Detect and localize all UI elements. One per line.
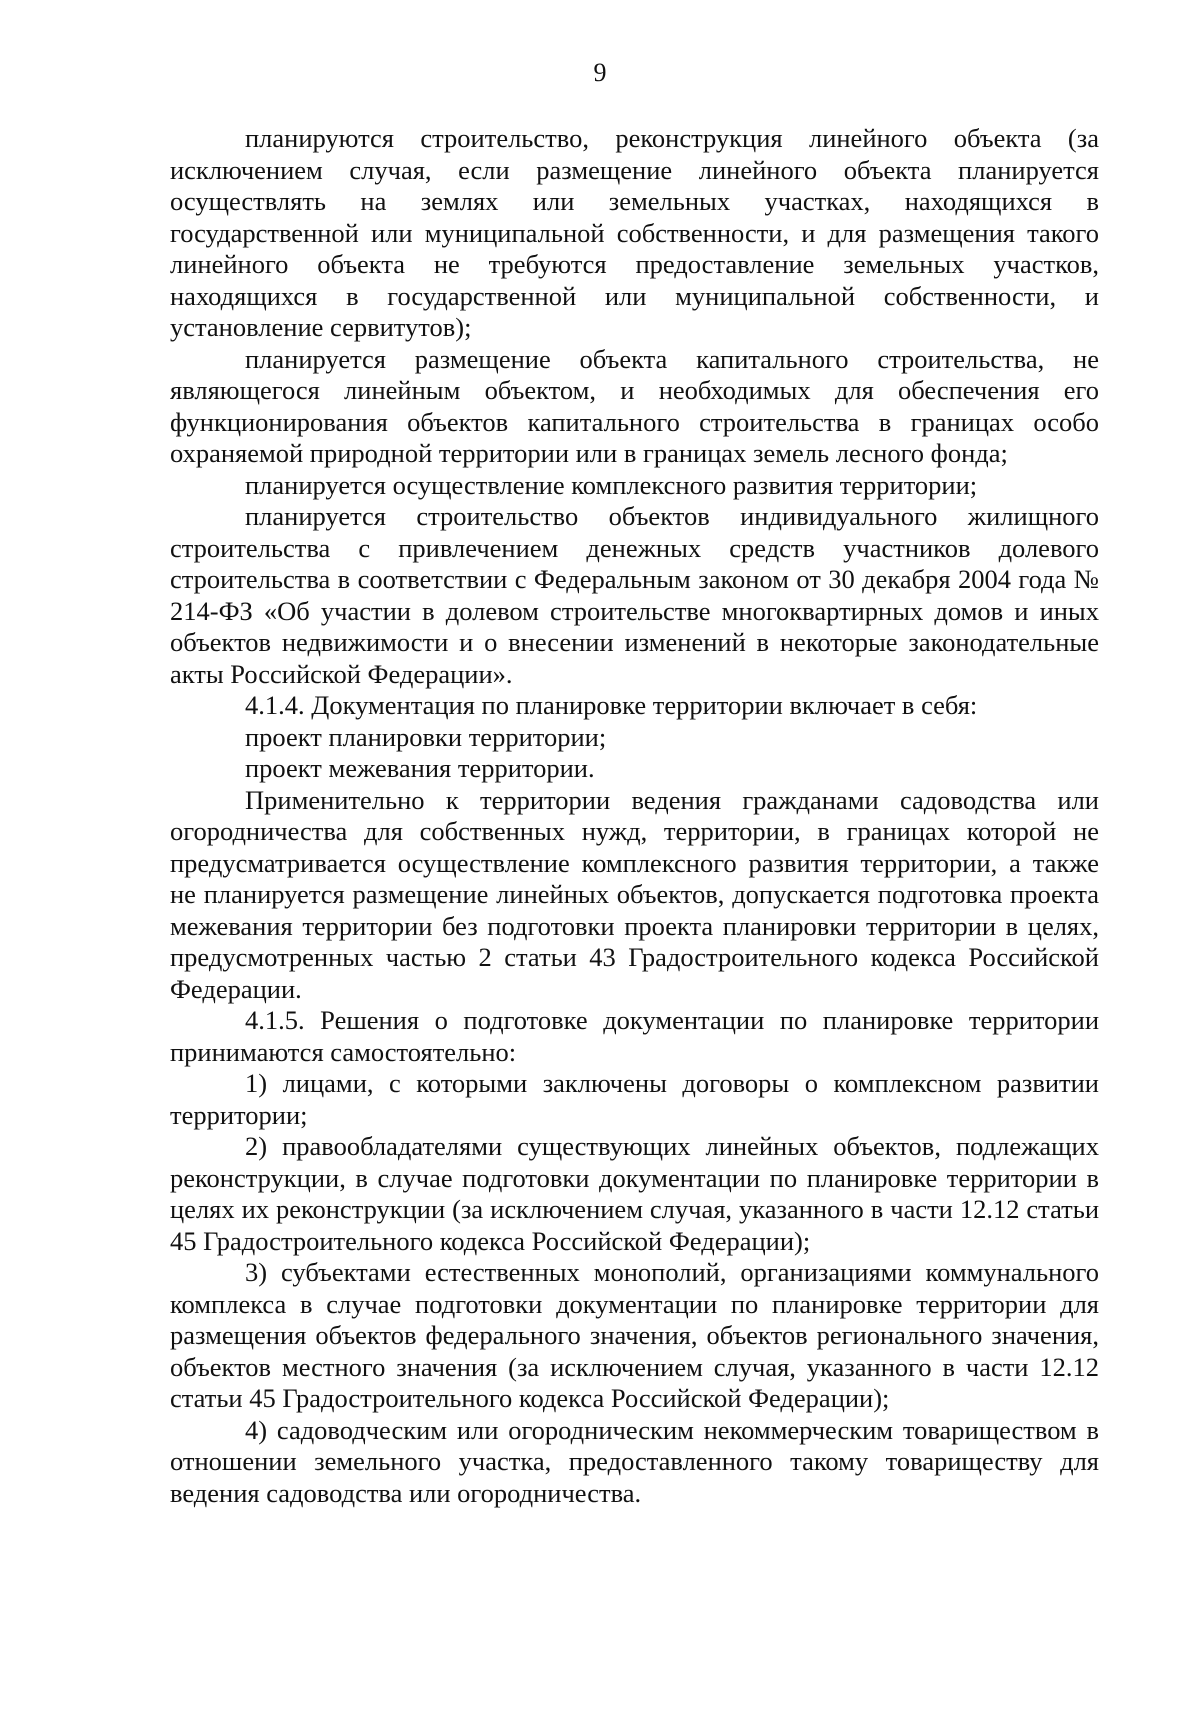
paragraph: планируются строительство, реконструкция линейного объекта (за исключением случая, если размещение линейного объекта планируется осуществлять на землях или земельных участках, находящихся в государственной или муниципальной собственности, и для размещения такого линейного объекта не требуются предоставление земельных участков, находящихся в государственной или муниципальной собственности, и установление сервитутов); [170,123,1099,342]
list-item: 4) садоводческим или огородническим некоммерческим товариществом в отношении земельного участка, предоставленного такому товариществу для ведения садоводства или огородничества. [170,1414,1099,1508]
paragraph: планируется размещение объекта капитального строительства, не являющегося линейным объектом, и необходимых для обеспечения его функционирования объектов капитального строительства в границах особо охраняемой природной территории или в границах земель лесного фонда; [170,343,1099,468]
section-heading-4-1-5: 4.1.5. Решения о подготовке документации по планировке территории принимаются самостоятельно: [170,1005,1099,1067]
list-item: 3) субъектами естественных монополий, организациями коммунального комплекса в случае подготовки документации по планировке территории для размещения объектов федерального значения, объектов регионального значения, объектов местного значения (за исключением случая, указанного в части 12.12 статьи 45 Градостроительного кодекса Российской Федерации); [170,1257,1099,1413]
list-item: 1) лицами, с которыми заключены договоры о комплексном развитии территории; [170,1068,1099,1130]
page-number: 9 [593,58,607,87]
paragraph: Применительно к территории ведения гражданами садоводства или огородничества для собственных нужд, территории, в границах которой не предусматривается осуществление комплексного развития территории, а также не планируется размещение линейных объектов, допускается подготовка проекта межевания территории без подготовки проекта планировки территории в целях, предусмотренных частью 2 статьи 43 Градостроительного кодекса Российской Федерации. [170,784,1099,1004]
paragraph: планируется осуществление комплексного развития территории; [245,469,978,500]
list-item: проект планировки территории; [245,721,607,752]
section-heading-4-1-4: 4.1.4. Документация по планировке территории включает в себя: [245,690,978,720]
paragraph: планируется строительство объектов индивидуального жилищного строительства с привлечением денежных средств участников долевого строительства в соответствии с Федеральным законом от 30 декабря 2004 года № 214-ФЗ «Об участии в долевом строительстве многоквартирных домов и иных объектов недвижимости и о внесении изменений в некоторые законодательные акты Российской Федерации». [170,501,1099,689]
list-item: 2) правообладателями существующих линейных объектов, подлежащих реконструкции, в случае подготовки документации по планировке территории в целях их реконструкции (за исключением случая, указанного в части 12.12 статьи 45 Градостроительного кодекса Российской Федерации); [170,1131,1099,1256]
document-body [170,123,1099,1509]
list-item: проект межевания территории. [245,753,595,783]
